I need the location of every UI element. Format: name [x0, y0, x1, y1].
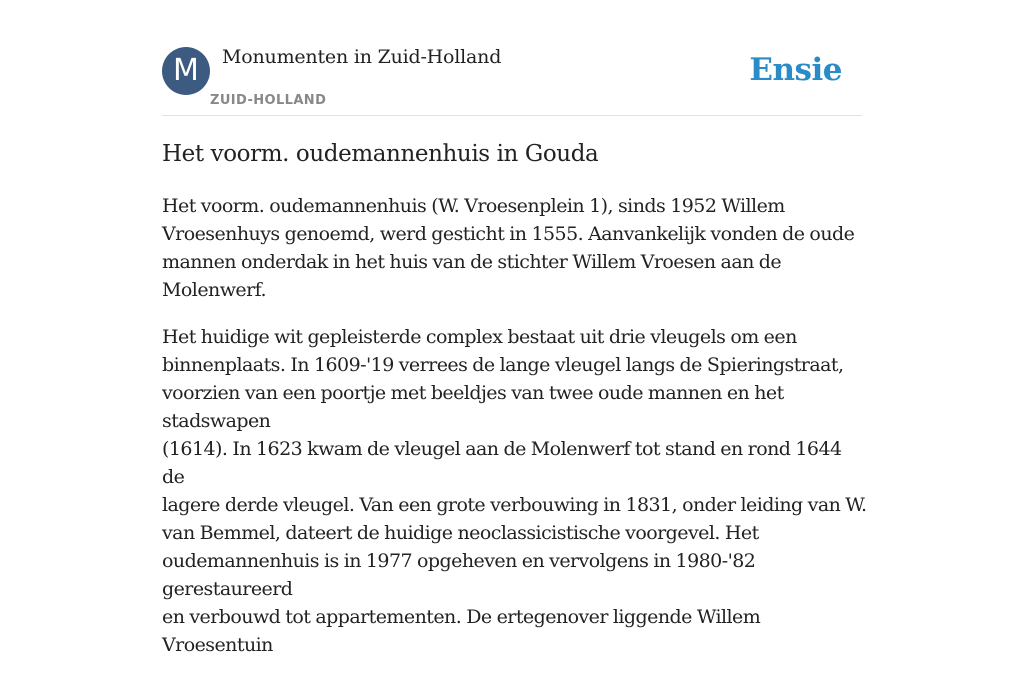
- text-line: (1614). In 1623 kwam de vleugel aan de Molenwerf tot stand en rond 1644 de: [162, 438, 842, 488]
- text-line: binnenplaats. In 1609-'19 verrees de lange vleugel langs de Spieringstraat,: [162, 354, 844, 376]
- text-line: mannen onderdak in het huis van de stichter Willem Vroesen aan de Molenwerf.: [162, 251, 782, 301]
- site-header: [162, 46, 862, 116]
- text-line: Het voorm. oudemannenhuis (W. Vroesenplein 1), sinds 1952 Willem: [162, 195, 785, 217]
- article-title: Het voorm. oudemannenhuis in Gouda: [162, 141, 599, 167]
- text-line: voorzien van een poortje met beeldjes van twee oude mannen en het stadswapen: [162, 382, 784, 432]
- text-line: Het huidige wit gepleisterde complex bestaat uit drie vleugels om een: [162, 326, 797, 348]
- region-label[interactable]: ZUID-HOLLAND: [210, 93, 327, 108]
- text-line: lagere derde vleugel. Van een grote verbouwing in 1831, onder leiding van W.: [162, 494, 867, 516]
- text-line: oudemannenhuis is in 1977 opgeheven en vervolgens in 1980-'82 gerestaureerd: [162, 550, 756, 600]
- text-line: van Bemmel, dateert de huidige neoclassicistische voorgevel. Het: [162, 522, 759, 544]
- article-body: [162, 192, 867, 678]
- header-divider: [162, 115, 862, 116]
- article-paragraph-2: [162, 323, 867, 659]
- site-title[interactable]: Monumenten in Zuid-Holland: [222, 46, 502, 68]
- text-line: Vroesenhuys genoemd, werd gesticht in 1555. Aanvankelijk vonden de oude: [162, 223, 855, 245]
- brand-logo[interactable]: Ensie: [749, 52, 842, 88]
- avatar[interactable]: M: [162, 47, 210, 95]
- article-paragraph-1: [162, 192, 867, 304]
- text-line: en verbouwd tot appartementen. De ertegenover liggende Willem Vroesentuin: [162, 606, 761, 656]
